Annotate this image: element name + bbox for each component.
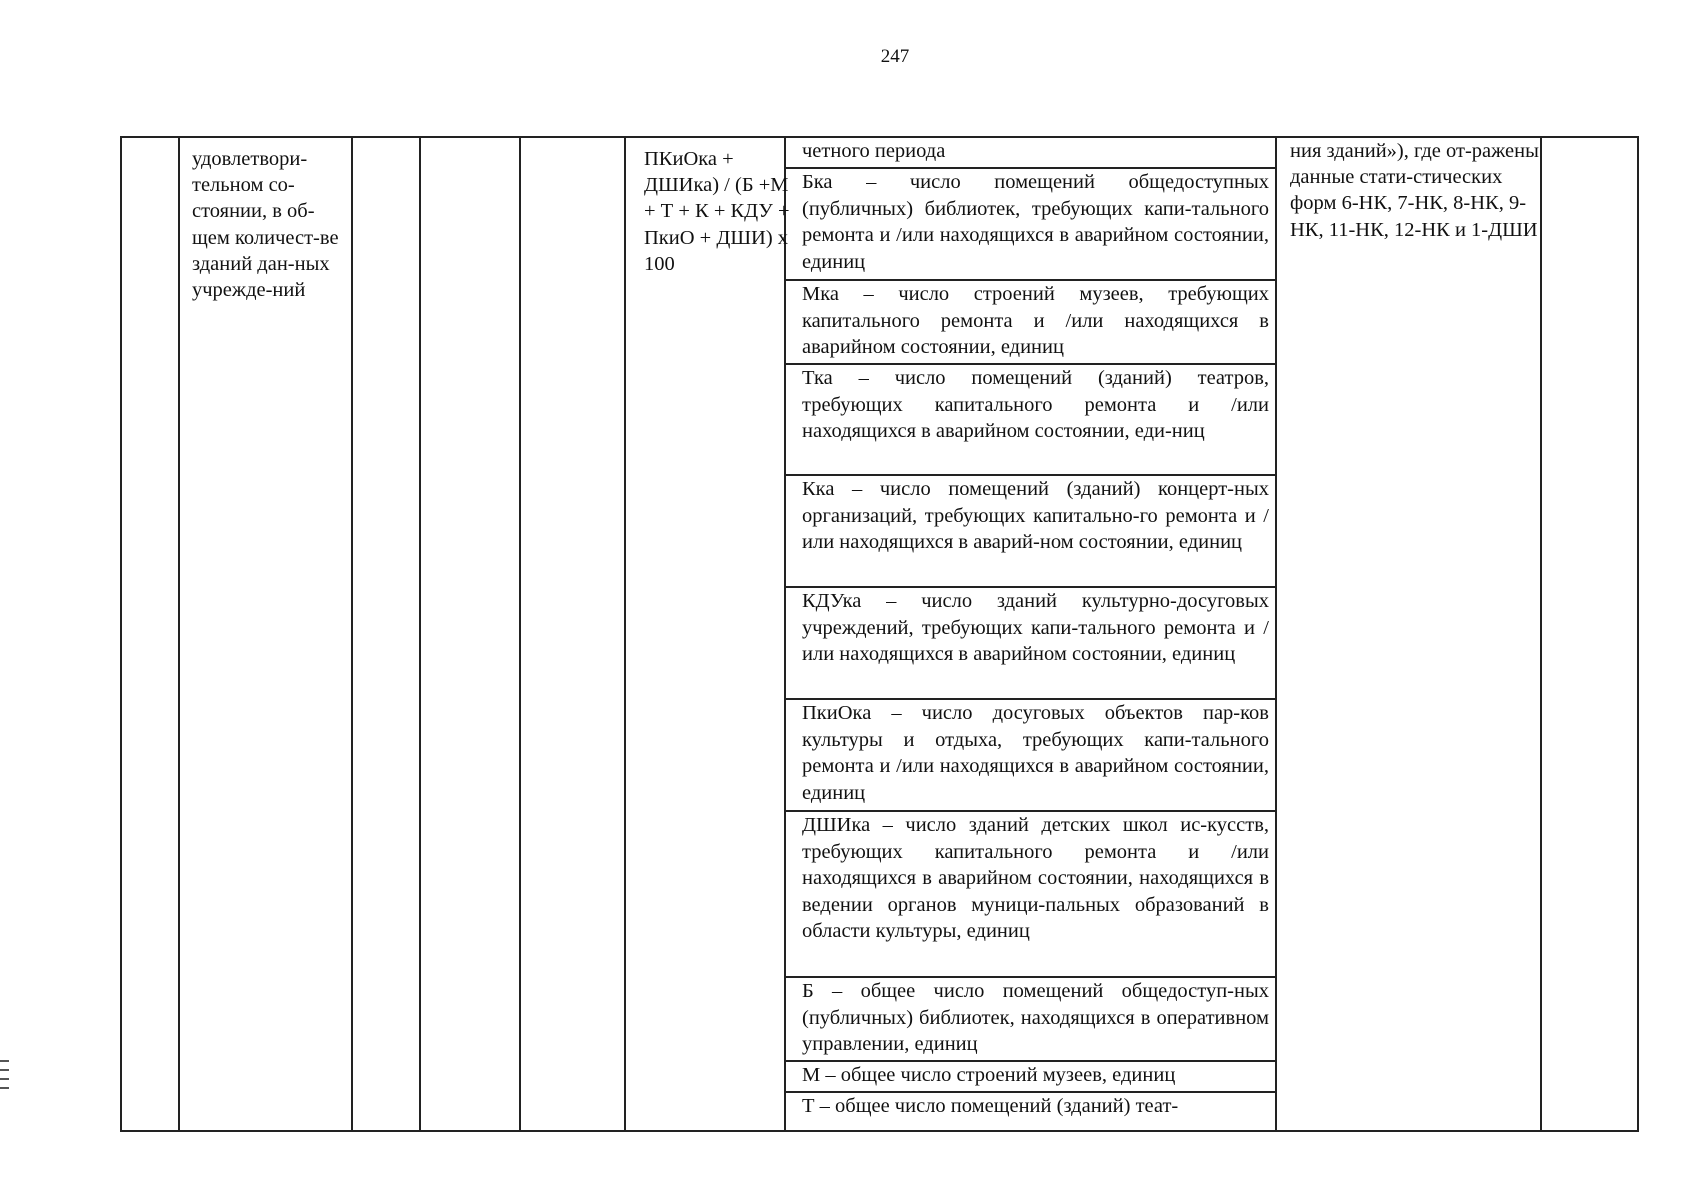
page-number: 247 (880, 46, 910, 67)
definition-item: Мка – число строений музеев, требующих капитального ремонта и /или находящихся в аварийном состоянии, единиц (786, 279, 1275, 363)
definition-item: Тка – число помещений (зданий) театров, требующих капитального ремонта и /или находящихся в аварийном состоянии, еди-ниц (786, 363, 1275, 474)
formula-cell: ПКиОка + ДШИка) / (Б +М + Т + К + КДУ + ПкиО + ДШИ) х 100 (644, 148, 790, 275)
definition-item: Кка – число помещений (зданий) концерт-ных организаций, требующих капитально-го ремонта и /или находящихся в аварий-ном состоянии, единиц (786, 474, 1275, 586)
binding-marks (0, 1060, 9, 1096)
definition-item: Б – общее число помещений общедоступ-ных (публичных) библиотек, находящихся в оперативном управлении, единиц (786, 976, 1275, 1060)
indicator-table (120, 136, 1639, 1132)
column-divider (419, 138, 421, 1130)
column-divider (178, 138, 180, 1130)
definitions-column (786, 138, 1277, 1132)
indicator-name-cell: удовлетвори-тельном со-стоянии, в об-щем количест-ве зданий дан-ных учрежде-ний (192, 148, 339, 302)
definition-item: КДУка – число зданий культурно-досуговых учреждений, требующих капи-тального ремонта и /или находящихся в аварийном состоянии, единиц (786, 586, 1275, 698)
column-divider (1540, 138, 1542, 1130)
column-divider (624, 138, 626, 1130)
definition-item: М – общее число строений музеев, единиц (786, 1060, 1275, 1091)
definition-item: Бка – число помещений общедоступных (публичных) библиотек, требующих капи-тального ремонта и /или находящихся в аварийном состоянии, единиц (786, 167, 1275, 279)
source-cell: ния зданий»), где от-ражены данные стати-стических форм 6-НК, 7-НК, 8-НК, 9-НК, 11-НК, 12-НК и 1-ДШИ (1290, 140, 1539, 241)
definition-item: ДШИка – число зданий детских школ ис-кусств, требующих капитального ремонта и /или находящихся в аварийном состоянии, находящихся в ведении органов муници-пальных образований в области культуры, единиц (786, 810, 1275, 976)
column-divider (519, 138, 521, 1130)
definition-item: четного периода (802, 140, 946, 162)
definition-item: ПкиОка – число досуговых объектов пар-ков культуры и отдыха, требующих капи-тального ремонта и /или находящихся в аварийном состоянии, единиц (786, 698, 1275, 810)
column-divider (351, 138, 353, 1130)
definition-item: Т – общее число помещений (зданий) теат- (786, 1091, 1275, 1134)
